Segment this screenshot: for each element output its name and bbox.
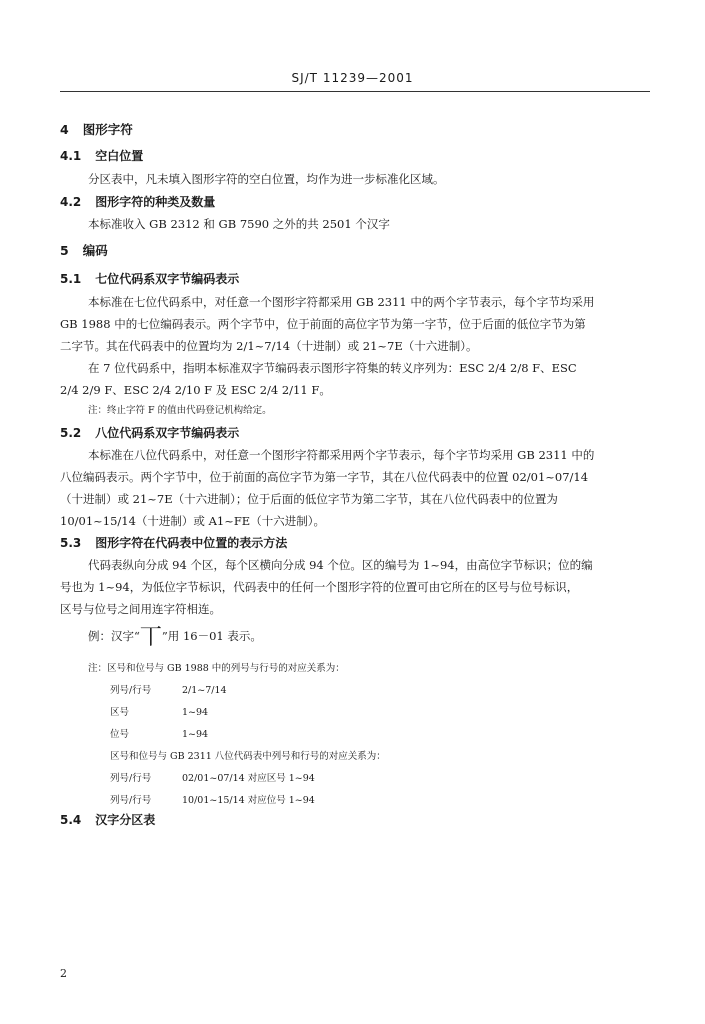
mapping-key: 列号/行号: [110, 795, 152, 806]
section-5-4-heading: [60, 812, 155, 828]
section-title: 编码: [82, 243, 108, 258]
section-5-2-heading: [60, 425, 239, 441]
mapping-value: 02/01~07/14 对应区号 1~94: [182, 773, 315, 784]
mapping-key: 列号/行号: [110, 773, 152, 784]
example-suffix: ”用 16－01 表示。: [161, 629, 262, 643]
section-title: 八位代码系双字节编码表示: [95, 426, 240, 440]
mapping-row: [110, 793, 315, 809]
paragraph-line: 区号与位号之间用连字符相连。: [60, 602, 221, 616]
note: 注：终止字符 F 的值由代码登记机构给定。: [88, 405, 272, 416]
paragraph-line: 二字节。其在代码表中的位置均为 2/1~7/14（十进制）或 21~7E（十六进制）。: [60, 339, 478, 353]
section-title: 图形字符: [82, 122, 133, 137]
example-line: [88, 625, 262, 650]
section-number: 4.2: [60, 195, 82, 209]
standard-number-header: SJ/T 11239—2001: [291, 71, 414, 85]
paragraph-line: （十进制）或 21~7E（十六进制）；位于后面的低位字节为第二字节，其在八位代码表中的位置为: [60, 492, 558, 506]
paragraph: 分区表中，凡未填入图形字符的空白位置，均作为进一步标准化区域。: [88, 172, 445, 186]
section-number: 4: [60, 122, 69, 137]
mapping-row: [110, 683, 227, 699]
section-number: 5: [60, 243, 69, 258]
mapping-key: 区号: [110, 707, 130, 718]
mapping-value: 10/01~15/14 对应位号 1~94: [182, 795, 315, 806]
section-4-heading: [60, 122, 133, 138]
section-number: 5.4: [60, 813, 82, 827]
mapping-row: [110, 705, 208, 721]
mapping-value: 1~94: [182, 729, 209, 740]
mapping-row: [110, 771, 315, 787]
section-title: 图形字符在代码表中位置的表示方法: [95, 536, 288, 550]
mapping-key: 位号: [110, 729, 130, 740]
header-rule: [60, 91, 650, 92]
section-4-1-heading: [60, 148, 143, 164]
paragraph-line: 在 7 位代码系中，指明本标准双字节编码表示图形字符集的转义序列为：ESC 2/4 2/8 F、ESC: [88, 361, 577, 375]
section-number: 4.1: [60, 149, 82, 163]
paragraph: 本标准收入 GB 2312 和 GB 7590 之外的共 2501 个汉字: [88, 217, 390, 231]
section-title: 七位代码系双字节编码表示: [95, 272, 240, 286]
section-title: 图形字符的种类及数量: [95, 195, 216, 209]
note-title: 注：区号和位号与 GB 1988 中的列号与行号的对应关系为：: [88, 663, 345, 674]
section-5-heading: [60, 243, 108, 259]
note-mid: 区号和位号与 GB 2311 八位代码表中列号和行号的对应关系为：: [110, 751, 386, 762]
mapping-value: 1~94: [182, 707, 209, 718]
mapping-key: 列号/行号: [110, 685, 152, 696]
example-character: 丅: [139, 625, 162, 650]
mapping-value: 2/1~7/14: [182, 685, 227, 696]
paragraph-line: 号也为 1~94，为低位字节标识，代码表中的任何一个图形字符的位置可由它所在的区号与位号标识，: [60, 580, 579, 594]
section-5-3-heading: [60, 535, 287, 551]
section-title: 汉字分区表: [95, 813, 156, 827]
section-number: 5.2: [60, 426, 82, 440]
paragraph-line: 2/4 2/9 F、ESC 2/4 2/10 F 及 ESC 2/4 2/11 F。: [60, 383, 331, 397]
mapping-row: [110, 727, 208, 743]
paragraph-line: 10/01~15/14（十进制）或 A1~FE（十六进制）。: [60, 514, 325, 528]
section-4-2-heading: [60, 194, 215, 210]
paragraph-line: 八位编码表示。两个字节中，位于前面的高位字节为第一字节，其在八位代码表中的位置 02/01~07/14: [60, 470, 589, 484]
section-5-1-heading: [60, 271, 239, 287]
example-prefix: 例：汉字“: [88, 629, 140, 643]
section-title: 空白位置: [95, 149, 144, 163]
paragraph-line: 本标准在八位代码系中，对任意一个图形字符都采用两个字节表示，每个字节均采用 GB 2311 中的: [88, 448, 595, 462]
section-number: 5.1: [60, 272, 82, 286]
paragraph-line: GB 1988 中的七位编码表示。两个字节中，位于前面的高位字节为第一字节，位于后面的低位字节为第: [60, 317, 586, 331]
section-number: 5.3: [60, 536, 82, 550]
paragraph-line: 本标准在七位代码系中，对任意一个图形字符都采用 GB 2311 中的两个字节表示，每个字节均采用: [88, 295, 595, 309]
page-number: 2: [60, 967, 67, 980]
paragraph-line: 代码表纵向分成 94 个区，每个区横向分成 94 个位。区的编号为 1~94，由高位字节标识；位的编: [88, 558, 593, 572]
